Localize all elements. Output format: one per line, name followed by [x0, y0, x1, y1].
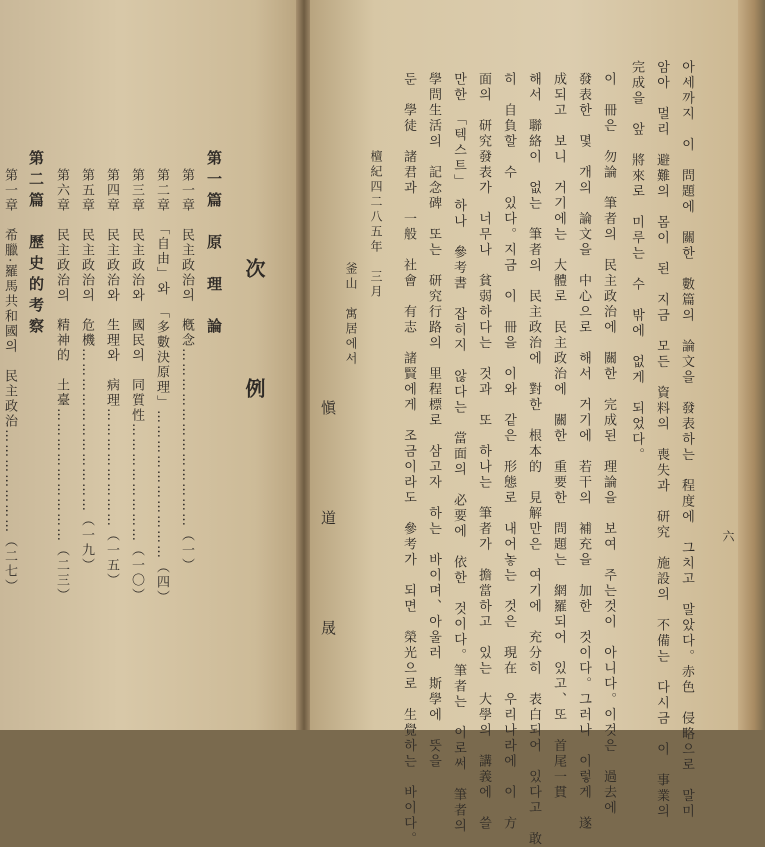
- preface-column-9: 面의 研究發表가 너무나 貧弱하다는 것과 또 하나는 筆者가 擔當하고 있는 大學의 講義에 쓸: [476, 72, 491, 832]
- toc-title: 次 例: [242, 258, 266, 438]
- preface-column-12: 둔 學徒 諸君과 一般 社會 有志 諸賢에게 조금이라도 參考가 되면 榮光으로 生覺하는 바이다。: [401, 72, 416, 847]
- toc-chapter-1: 第一章 民主政治의 槪念………………………………（一）: [179, 168, 194, 573]
- page-edge: [738, 0, 765, 730]
- toc-chapter-7: 第一章 希臘·羅馬共和國의 民主政治…………………（二七）: [2, 168, 17, 595]
- preface-column-8: 히 自負할 수 있다。지금 이 冊을 이와 같은 形態로 내어놓는 것은 現在 우리나라에 이 方: [501, 72, 516, 832]
- preface-column-3: 完成을 앞 將來로 미루는 수 밖에 없게 되었다。: [629, 60, 644, 463]
- preface-column-1: 아세까지 이 問題에 關한 數篇의 論文을 發表하는 程度에 그치고 말았다。赤色 侵略으로 말미: [679, 60, 694, 820]
- preface-column-2: 암아 멀리 避難의 몸이 된 지금 모든 資料의 喪失과 研究 施設의 不備는 다시금 이 事業의: [654, 60, 669, 820]
- page-folio: 六: [721, 530, 735, 542]
- preface-column-6: 成되고 보니 거기에는 大體로 民主政治에 關한 重要한 問題는 網羅되어 있고、또 首尾一貫: [551, 72, 566, 801]
- preface-column-10: 만한 「텍스트」 하나 參考書 잡히지 않다는 當面의 必要에 依한 것이다。筆者는 이로써 筆者의: [451, 72, 466, 834]
- date-line: 檀紀四二八五年 三月: [369, 150, 383, 300]
- toc-chapter-3: 第三章 民主政治와 國民의 同質性……………………（一〇）: [129, 168, 144, 603]
- part-heading-1: 第一篇 原 理 論: [205, 150, 223, 339]
- toc-chapter-4: 第四章 民主政治와 生理와 病理……………………（一五）: [104, 168, 119, 588]
- preface-column-7: 해서 聯絡이 없는 筆者의 民主政治에 對한 根本的 見解만은 여기에 充分히 表白되어 있다고 敢: [526, 72, 541, 847]
- toc-chapter-5: 第五章 民主政治의 危機……………………………（一九）: [79, 168, 94, 573]
- author-signature: 愼 道 晟: [319, 400, 337, 675]
- preface-column-5: 發表한 몇 개의 論文을 中心으로 해서 거기에 若干의 補充을 加한 것이다。그러나 이렇게 遂: [576, 72, 591, 832]
- toc-chapter-2: 第二章 「自由」와 「多數決原理」…………………………（四）: [154, 168, 169, 605]
- preface-column-11: 學問生活의 記念碑 또는 研究行路의 里程標로 삼고자 하는 바이며、아울러 斯學에 뜻을: [426, 72, 441, 770]
- place-line: 釜山 寓居에서: [344, 262, 358, 367]
- preface-column-4: 이 冊은 勿論 筆者의 民主政治에 關한 完成된 理論을 보여 주는것이 아니다。이것은 過去에: [601, 72, 616, 816]
- right-page: [310, 0, 740, 730]
- part-heading-2: 第二篇 歷史的考察: [27, 150, 45, 339]
- toc-chapter-6: 第六章 民主政治의 精神的 土臺………………………（二三）: [54, 168, 69, 603]
